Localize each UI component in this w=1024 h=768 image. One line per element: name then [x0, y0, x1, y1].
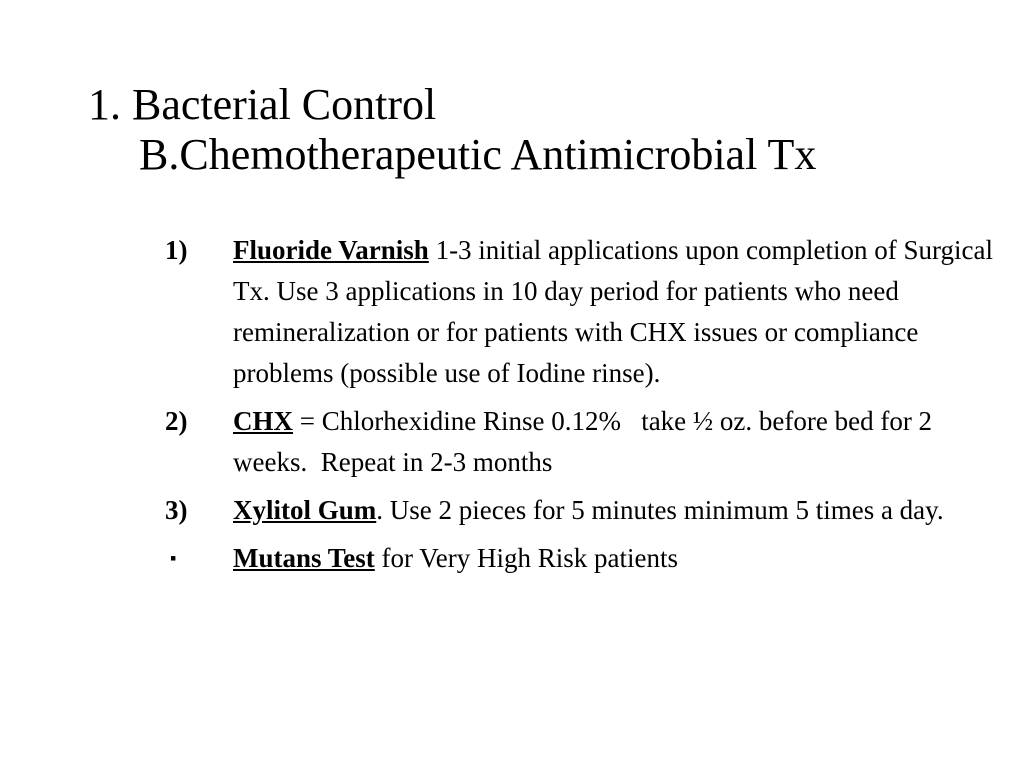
- list-item-fluoride-varnish: [160, 230, 1010, 394]
- item-description: . Use 2 pieces for 5 minutes minimum 5 times a day.: [376, 495, 944, 525]
- list-number: 3): [165, 495, 188, 525]
- item-term: Fluoride Varnish: [233, 235, 429, 265]
- list-number: 1): [165, 235, 188, 265]
- list-item-mutans-test: [160, 538, 1010, 579]
- item-content: [233, 543, 678, 573]
- list-item-chx: [160, 401, 1010, 483]
- list-number: 2): [165, 406, 188, 436]
- item-content: [233, 406, 939, 477]
- title-line-1: 1. Bacterial Control: [88, 80, 437, 129]
- item-term: CHX: [233, 406, 293, 436]
- item-term: Mutans Test: [233, 543, 375, 573]
- title-line-2: B.Chemotherapeutic Antimicrobial Tx: [139, 130, 817, 179]
- square-bullet-icon: ▪: [170, 548, 177, 568]
- item-content: [233, 495, 944, 525]
- bullet-list: [160, 230, 1010, 586]
- item-description: = Chlorhexidine Rinse 0.12% take ½ oz. before bed for 2 weeks. Repeat in 2-3 months: [233, 406, 939, 477]
- item-description: 1-3 initial applications upon completion of Surgical Tx. Use 3 applications in 10 day period for patients who need remineralization or for patients with CHX issues or compliance problems (possible use of Iodine rinse).: [233, 235, 993, 388]
- item-term: Xylitol Gum: [233, 495, 377, 525]
- item-content: [233, 235, 993, 388]
- slide-title: [88, 80, 816, 180]
- item-description: for Very High Risk patients: [374, 543, 679, 573]
- list-item-xylitol-gum: [160, 490, 1010, 531]
